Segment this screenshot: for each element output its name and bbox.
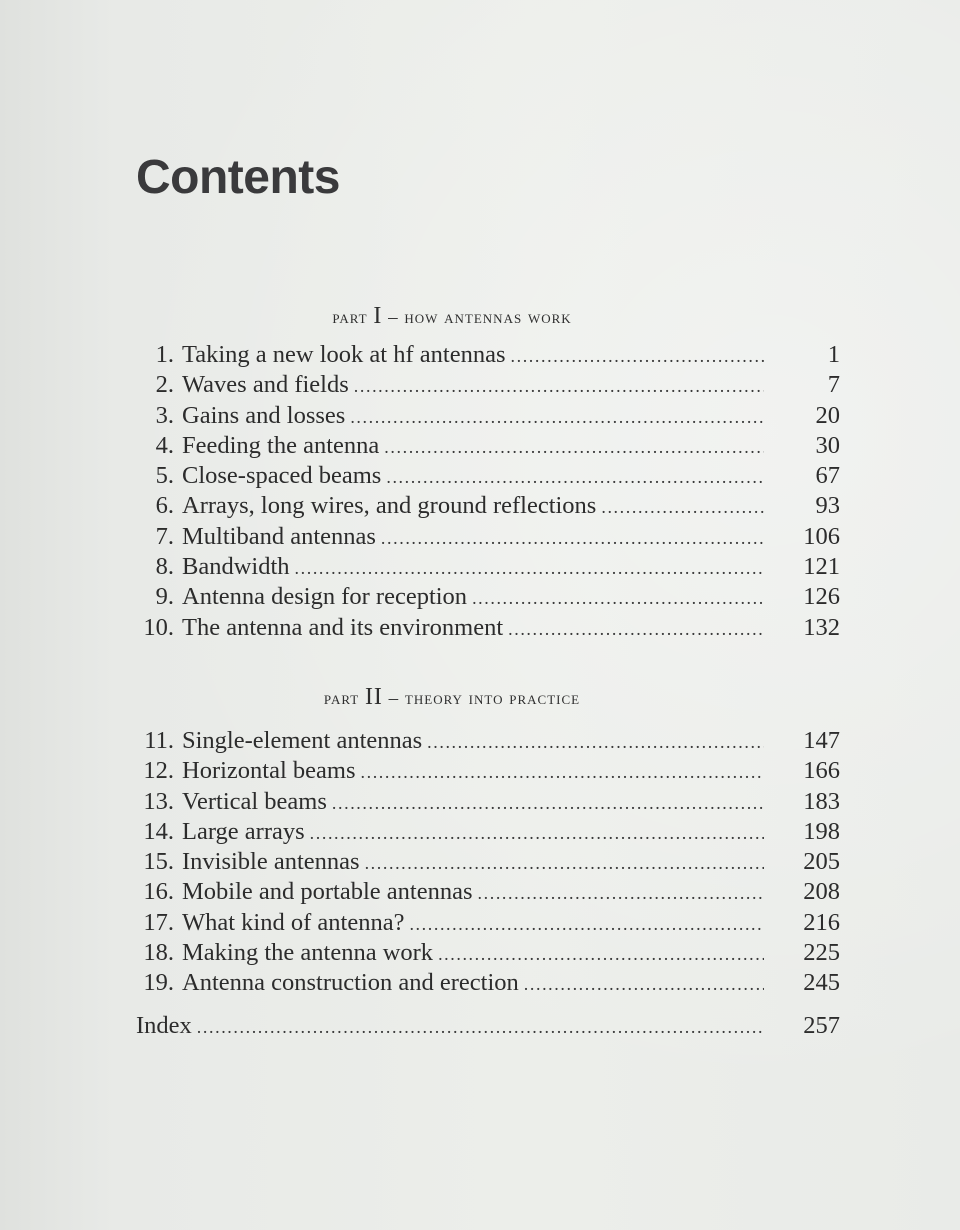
chapter-number: 11. [144,727,174,754]
dot-leader [422,727,764,757]
dot-leader [345,402,764,432]
dot-leader [503,614,764,644]
chapter-title: Horizontal beams [182,757,356,785]
index-list [136,1011,840,1041]
chapter-title: Waves and fields [182,371,349,399]
part-numeral: I [373,303,383,329]
index-title: Index [136,1012,192,1039]
toc-entry[interactable] [136,938,840,968]
chapter-number: 19. [143,969,174,997]
toc-entry[interactable] [136,370,840,400]
chapter-number: 15. [143,848,174,876]
dot-leader [192,1012,764,1042]
chapter-number: 5. [155,462,174,490]
chapter-number: 4. [155,431,174,459]
toc-entry[interactable] [136,726,840,756]
toc-entry[interactable] [136,613,840,643]
dot-leader [506,341,765,371]
page-number: 7 [827,371,840,399]
part-dash: – [388,688,400,709]
chapter-number: 6. [155,492,174,520]
part-heading [136,685,768,711]
page-number: 106 [803,522,840,550]
dot-leader [433,939,764,969]
dot-leader [349,371,764,401]
chapter-title: Vertical beams [182,787,327,815]
page-number: 208 [803,878,840,906]
page-number: 205 [803,848,840,876]
part-label: part [323,688,360,709]
toc-entry[interactable] [136,817,840,847]
part-label: part [332,307,368,328]
dot-leader [381,462,764,492]
chapter-title: Taking a new look at hf antennas [182,341,506,368]
toc-list [136,340,840,643]
chapter-title: Antenna construction and erection [182,969,519,997]
chapter-number: 14. [143,817,174,845]
chapter-title: Antenna design for reception [182,583,468,611]
toc-entry[interactable] [136,582,840,612]
toc-list [136,726,840,999]
page-number: 67 [815,462,840,490]
chapter-title: Close-spaced beams [182,462,382,490]
page-number: 132 [803,613,840,641]
part-title: theory into practice [404,688,581,709]
chapter-title: Multiband antennas [182,522,376,550]
chapter-number: 17. [143,908,174,936]
chapter-number: 8. [155,553,174,581]
page-number: 216 [803,908,840,936]
dot-leader [376,523,764,553]
dot-leader [379,432,764,462]
chapter-title: Mobile and portable antennas [182,878,473,906]
chapter-number: 1. [155,341,174,368]
page-number: 166 [803,757,840,785]
part-heading [136,304,768,330]
page-number: 30 [815,431,840,459]
chapter-number: 10. [143,613,174,641]
chapter-title: Making the antenna work [182,939,434,967]
page-number: 225 [803,939,840,967]
toc-entry[interactable] [136,968,840,998]
toc-entry-index[interactable] [136,1011,840,1041]
toc-entry[interactable] [136,340,840,370]
chapter-title: What kind of antenna? [182,908,405,936]
dot-leader [404,909,764,939]
chapter-title: Gains and losses [182,401,346,429]
dot-leader [473,878,764,908]
toc-entry[interactable] [136,401,840,431]
dot-leader [467,583,764,613]
chapter-title: Invisible antennas [182,848,360,876]
chapter-title: Feeding the antenna [182,431,380,459]
page-number: 198 [803,817,840,845]
toc-entry[interactable] [136,847,840,877]
toc-entry[interactable] [136,431,840,461]
chapter-number: 2. [155,371,174,399]
dot-leader [327,788,764,818]
page-number: 257 [803,1012,840,1039]
page-title: Contents [136,151,340,204]
part-numeral: II [364,684,383,710]
chapter-number: 13. [143,787,174,815]
toc-entry[interactable] [136,552,840,582]
page-number: 183 [803,787,840,815]
chapter-number: 7. [155,522,174,550]
chapter-title: The antenna and its environment [182,613,504,641]
page-number: 121 [803,553,840,581]
chapter-number: 18. [143,939,174,967]
toc-entry[interactable] [136,522,840,552]
part-dash: – [388,307,399,328]
part-title: how antennas work [404,307,572,328]
toc-entry[interactable] [136,461,840,491]
page-number: 245 [803,969,840,997]
page-number: 147 [803,727,840,754]
dot-leader [360,848,764,878]
chapter-number: 12. [143,757,174,785]
toc-entry[interactable] [136,787,840,817]
chapter-title: Bandwidth [182,553,290,581]
chapter-title: Large arrays [182,817,305,845]
toc-entry[interactable] [136,491,840,521]
chapter-title: Arrays, long wires, and ground reflections [182,492,597,520]
chapter-number: 9. [155,583,174,611]
dot-leader [290,553,764,583]
toc-entry[interactable] [136,877,840,907]
page-number: 1 [827,341,840,368]
chapter-title: Single-element antennas [182,727,423,754]
toc-entry[interactable] [136,756,840,786]
page-number: 20 [815,401,840,429]
toc-entry[interactable] [136,908,840,938]
chapter-number: 3. [155,401,174,429]
chapter-number: 16. [143,878,174,906]
dot-leader [305,818,764,848]
page-number: 93 [815,492,840,520]
dot-leader [596,492,764,522]
dot-leader [356,757,765,787]
page-number: 126 [803,583,840,611]
dot-leader [519,969,764,999]
